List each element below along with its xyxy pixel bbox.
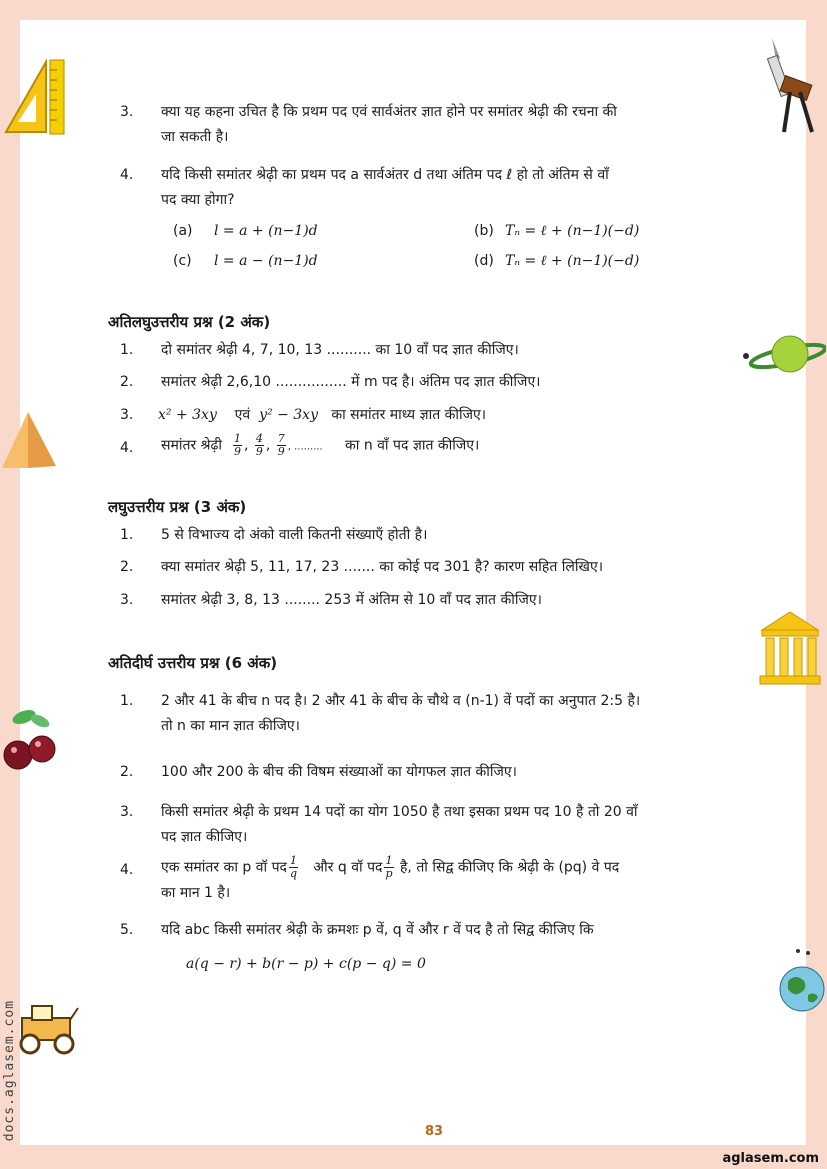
- question-line: पद क्या होगा?: [161, 192, 235, 208]
- option-label: (b): [474, 223, 494, 239]
- set-square-ruler-icon: [2, 58, 68, 136]
- option-label: (d): [474, 253, 494, 269]
- fraction: $\frac{1}{q}$: [289, 854, 298, 880]
- question-tail: का समांतर माध्य ज्ञात कीजिए।: [331, 407, 487, 423]
- connector-text: एवं: [234, 407, 251, 423]
- question-text: दो समांतर श्रेढ़ी 4, 7, 10, 13 .......... का 10 वाँ पद ज्ञात कीजिए।: [161, 342, 519, 358]
- section-heading: लघुउत्तरीय प्रश्न (3 अंक): [108, 498, 247, 516]
- temple-building-icon: [758, 610, 822, 686]
- globe-icon: [778, 945, 826, 1017]
- math-expression: x² + 3xy: [158, 407, 217, 423]
- question-text: [161, 689, 640, 739]
- question-line: क्या यह कहना उचित है कि प्रथम पद एवं सार्वअंतर ज्ञात होने पर समांतर श्रेढ़ी की रचना की: [161, 104, 617, 120]
- question-text: 5 से विभाज्य दो अंको वाली कितनी संख्याएँ होती है।: [161, 527, 428, 543]
- question-text: [158, 403, 486, 428]
- section-heading: अतिदीर्घ उत्तरीय प्रश्न (6 अंक): [108, 654, 278, 672]
- option-expression: l = a + (n−1)d: [214, 223, 318, 239]
- fraction: $\frac{4}{9}$: [255, 432, 263, 458]
- fraction: $\frac{1}{9}$: [233, 432, 241, 458]
- question-number: 1.: [120, 693, 134, 709]
- question-line: किसी समांतर श्रेढ़ी के प्रथम 14 पदों का योग 1050 है तथा इसका प्रथम पद 10 है तो 20 वाँ: [161, 804, 638, 820]
- toy-car-icon: [12, 1000, 82, 1056]
- option-expression: Tₙ = ℓ + (n−1)(−d): [505, 223, 640, 239]
- option-expression: l = a − (n−1)d: [214, 253, 318, 269]
- worksheet-page: [20, 20, 806, 1145]
- question-number: 3.: [120, 104, 134, 120]
- pyramid-icon: [0, 410, 58, 470]
- question-number: 4.: [120, 862, 134, 878]
- question-number: 4.: [120, 440, 134, 456]
- option-label: (c): [173, 253, 192, 269]
- question-line: जा सकती है।: [161, 129, 229, 145]
- question-part: एक समांतर का p वॉ पद: [161, 859, 287, 876]
- question-line: पद ज्ञात कीजिए।: [161, 829, 248, 845]
- question-text: [161, 163, 781, 213]
- question-text: समांतर श्रेढ़ी $\frac{1}{9}$ , $\frac{4}{9}$ , $\frac{7}{9}$ , ......... का n वाँ पद ज्ञात कीजिए।: [161, 432, 480, 458]
- fraction: $\frac{1}{p}$: [385, 854, 393, 880]
- question-text: [161, 800, 638, 850]
- question-text: यदि abc किसी समांतर श्रेढ़ी के क्रमशः p वें, q वें और r वें पद है तो सिद्व कीजिए कि: [161, 922, 594, 938]
- section-heading: अतिलघुउत्तरीय प्रश्न (2 अंक): [108, 313, 271, 331]
- berries-icon: [2, 705, 60, 779]
- question-text: 100 और 200 के बीच की विषम संख्याओं का योगफल ज्ञात कीजिए।: [161, 764, 517, 780]
- compass-icon: [760, 36, 820, 136]
- question-number: 1.: [120, 342, 134, 358]
- question-number: 3.: [120, 804, 134, 820]
- question-line: 2 और 41 के बीच n पद है। 2 और 41 के बीच के चौथे व (n-1) वें पदों का अनुपात 2:5 है।: [161, 693, 641, 709]
- question-number: 3.: [120, 407, 134, 423]
- question-number: 5.: [120, 922, 134, 938]
- question-number: 1.: [120, 527, 134, 543]
- question-prefix: समांतर श्रेढ़ी: [161, 437, 223, 454]
- fraction: $\frac{7}{9}$: [277, 432, 285, 458]
- formula: a(q − r) + b(r − p) + c(p − q) = 0: [186, 956, 426, 972]
- question-text: समांतर श्रेढ़ी 3, 8, 13 ........ 253 में अंतिम से 10 वाँ पद ज्ञात कीजिए।: [161, 592, 542, 608]
- question-number: 2.: [120, 374, 134, 390]
- question-part: और q वॉ पद: [313, 859, 383, 876]
- saturn-planet-icon: [740, 330, 826, 380]
- question-tail: का n वाँ पद ज्ञात कीजिए।: [345, 437, 480, 454]
- question-text: समांतर श्रेढ़ी 2,6,10 ................ में m पद है। अंतिम पद ज्ञात कीजिए।: [161, 374, 541, 390]
- question-text: क्या समांतर श्रेढ़ी 5, 11, 17, 23 ....... का कोई पद 301 है? कारण सहित लिखिए।: [161, 559, 604, 575]
- question-text: [161, 100, 781, 150]
- question-line: का मान 1 है।: [161, 884, 231, 901]
- question-number: 2.: [120, 764, 134, 780]
- question-number: 3.: [120, 592, 134, 608]
- question-part: है, तो सिद्व कीजिए कि श्रेढ़ी के (pq) वे पद: [399, 859, 620, 876]
- option-expression: Tₙ = ℓ + (n−1)(−d): [505, 253, 640, 269]
- option-label: (a): [173, 223, 193, 239]
- question-line: यदि किसी समांतर श्रेढ़ी का प्रथम पद a सार्वअंतर d तथा अंतिम पद ℓ हो तो अंतिम से वाँ: [161, 167, 609, 183]
- side-watermark: docs.aglasem.com: [2, 1000, 17, 1142]
- question-text: [161, 855, 619, 906]
- ellipsis: , .........: [287, 441, 323, 453]
- math-expression: y² − 3xy: [259, 407, 318, 423]
- question-number: 4.: [120, 167, 134, 183]
- question-line: तो n का मान ज्ञात कीजिए।: [161, 718, 300, 734]
- question-number: 2.: [120, 559, 134, 575]
- page-number: 83: [425, 1124, 444, 1139]
- brand-footer: aglasem.com: [722, 1151, 819, 1166]
